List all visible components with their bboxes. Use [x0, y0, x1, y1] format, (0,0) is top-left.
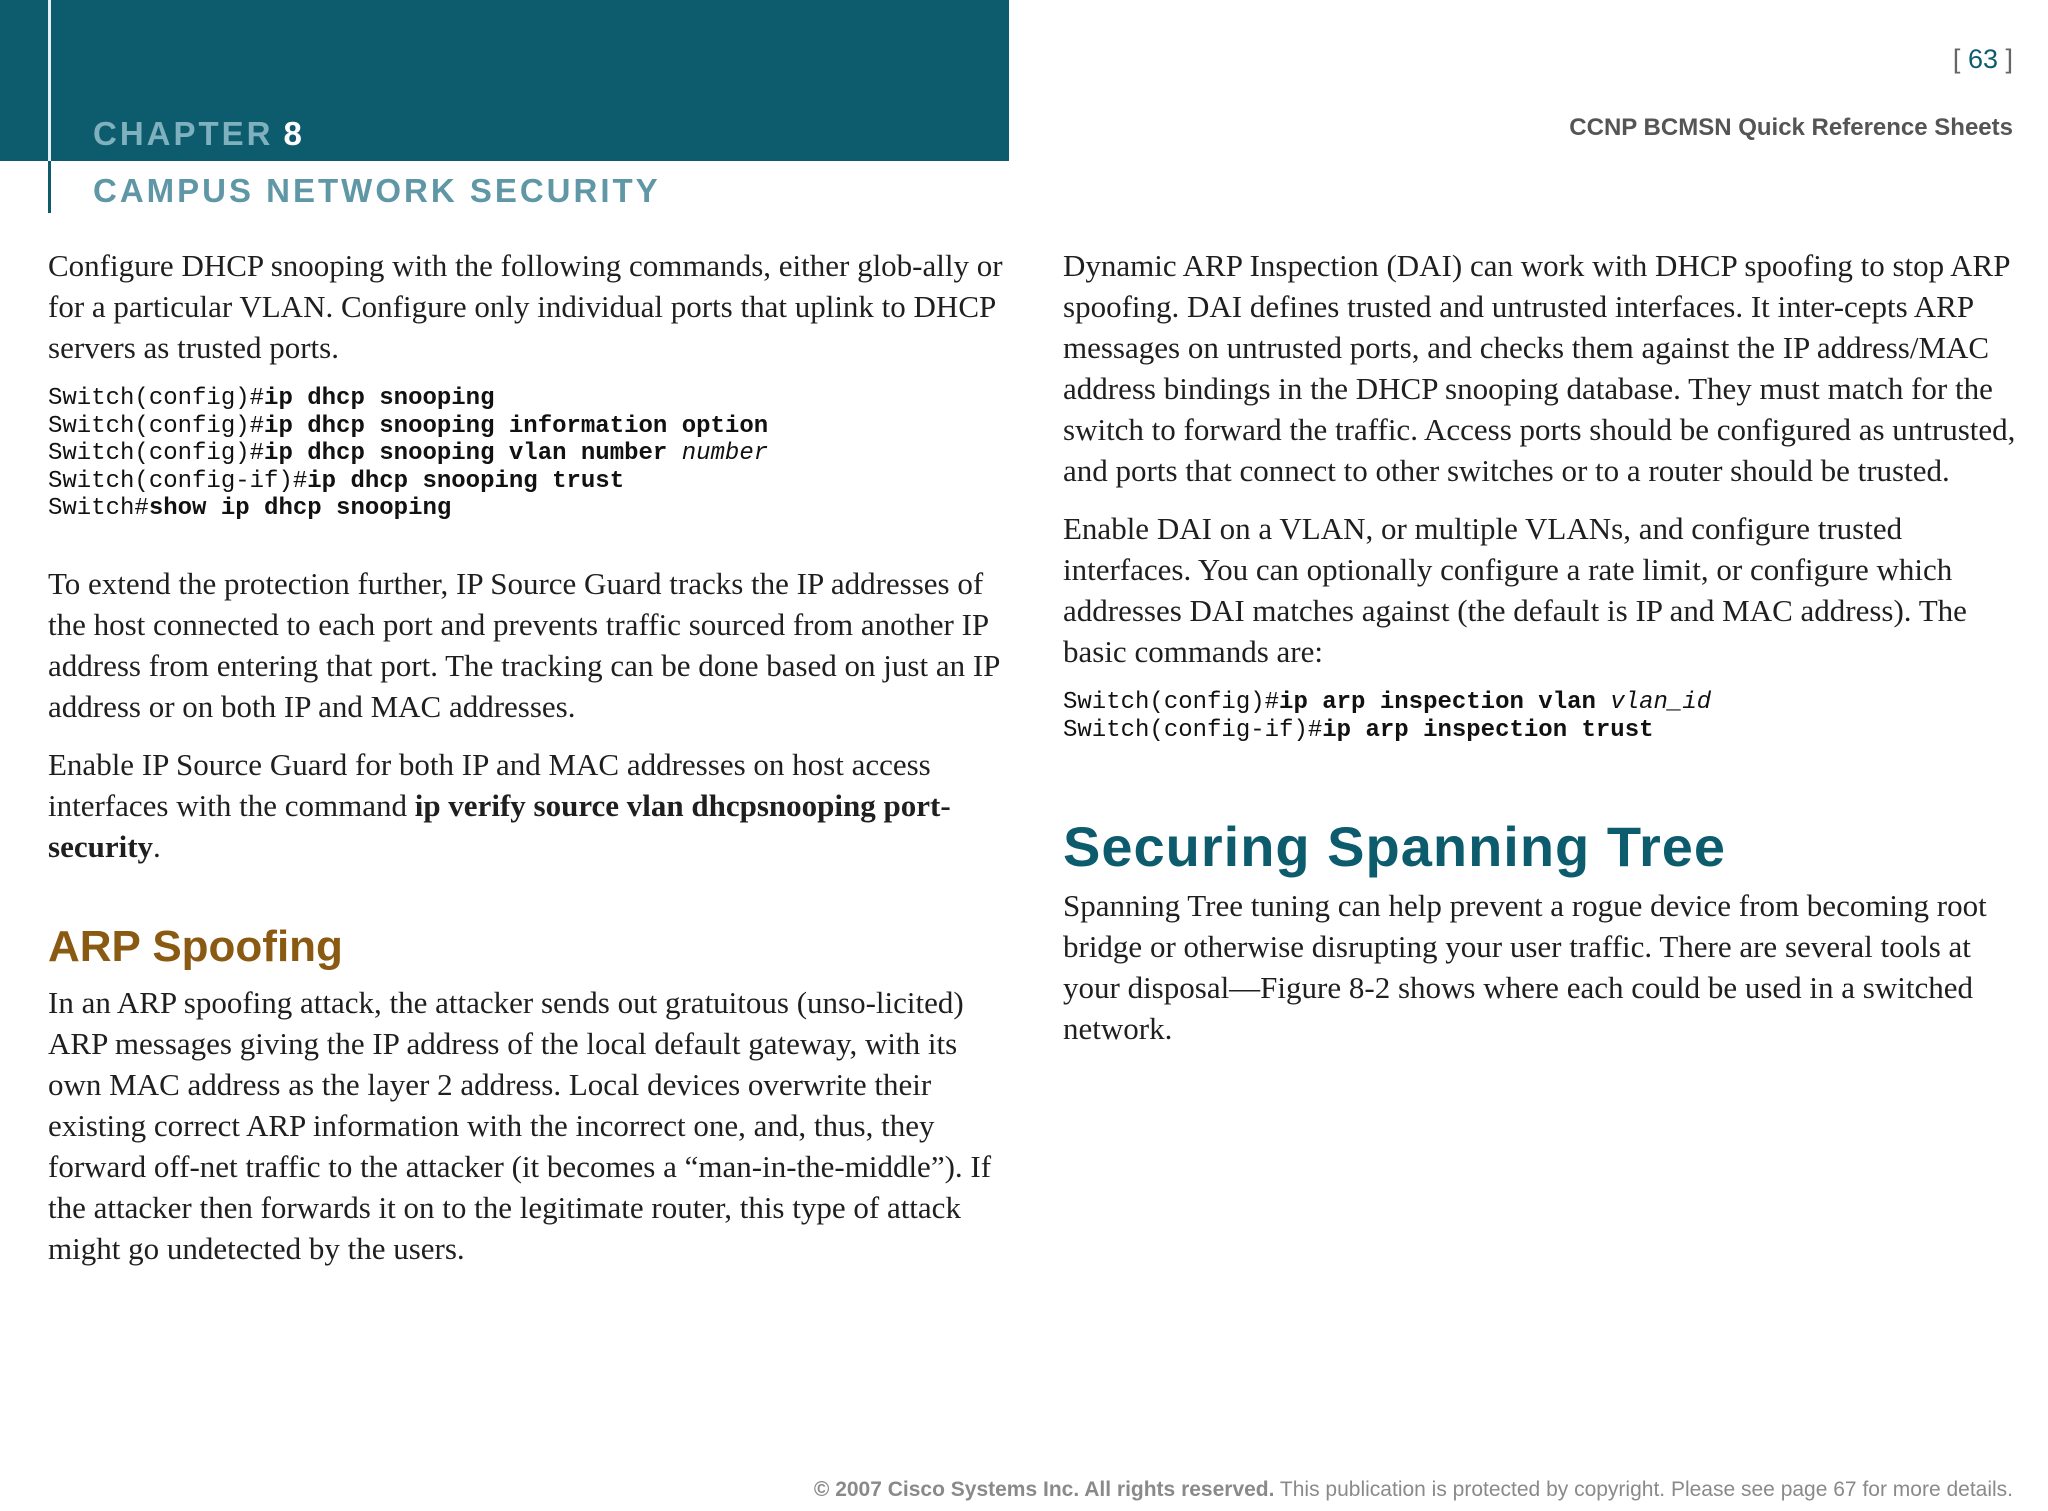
page-number: [ 63 ]	[1952, 44, 2013, 74]
dhcp-snooping-paragraph: Configure DHCP snooping with the following commands, either glob-ally or for a particular VLAN. Configure only individual ports that uplink to DHCP servers as trusted ports.	[48, 248, 1003, 365]
arp-spoofing-heading: ARP Spoofing	[48, 921, 343, 971]
code-line: Switch(config)#ip dhcp snooping information option	[48, 412, 769, 440]
header-rule	[48, 0, 51, 161]
code-line: Switch(config)#ip dhcp snooping	[48, 385, 495, 412]
dhcp-snooping-code	[48, 385, 1008, 523]
page-number-value: 63	[1967, 44, 1998, 74]
spanning-tree-paragraph: Spanning Tree tuning can help prevent a rogue device from becoming root bridge or otherwise disrupting your user traffic. There are several tools at your disposal—Figure 8-2 shows where each could be used in a switched network.	[1063, 888, 1987, 1046]
dai-code	[1063, 689, 2023, 744]
code-line: Switch(config)#ip arp inspection vlan vlan_id	[1063, 689, 1712, 716]
arp-spoofing-paragraph: In an ARP spoofing attack, the attacker sends out gratuitous (unso-licited) ARP messages giving the IP address of the local default gateway, with its own MAC address as the layer 2 address. Local devices overwrite their existing correct ARP information with the incorrect one, and, thus, they forward off-net traffic to the attacker (it becomes a “man-in-the-middle”). If the attacker then forwards it on to the legitimate router, this type of attack might go undetected by the users.	[48, 984, 992, 1266]
inline-command: ip verify source vlan dhcpsnooping port-security	[48, 787, 951, 864]
code-line: Switch(config-if)#ip dhcp snooping trust	[48, 467, 625, 495]
ip-source-guard-paragraph: To extend the protection further, IP Source Guard tracks the IP addresses of the host connected to each port and prevents traffic sourced from another IP address from entering that port. The tracking can be done based on just an IP address or on both IP and MAC addresses.	[48, 565, 1000, 724]
code-line: Switch#show ip dhcp snooping	[48, 495, 452, 522]
dai-enable-paragraph: Enable DAI on a VLAN, or multiple VLANs, and configure trusted interfaces. You can optionally configure a rate limit, or configure which addresses DAI matches against (the default is IP and MAC address). The basic commands are:	[1063, 511, 1967, 669]
right-column	[1063, 245, 2023, 1066]
ip-source-guard-command-paragraph: Enable IP Source Guard for both IP and MAC addresses on host access interfaces with the command ip verify source vlan dhcpsnooping port-security.	[48, 746, 951, 864]
copyright-footer: © 2007 Cisco Systems Inc. All rights reserved. This publication is protected by copyright. Please see page 67 for more details.	[813, 1478, 2013, 1501]
left-column	[48, 245, 1008, 1286]
code-line: Switch(config)#ip dhcp snooping vlan number number	[48, 440, 769, 467]
dai-paragraph: Dynamic ARP Inspection (DAI) can work with DHCP spoofing to stop ARP spoofing. DAI defines trusted and untrusted interfaces. It inter-cepts ARP messages on untrusted ports, and checks them against the IP address/MAC address bindings in the DHCP snooping database. They must match for the switch to forward the traffic. Access ports should be configured as untrusted, and ports that connect to other switches or to a router should be trusted.	[1063, 248, 2016, 488]
securing-spanning-tree-heading: Securing Spanning Tree	[1063, 815, 1727, 878]
header-rule-lower	[48, 161, 51, 213]
chapter-title: CAMPUS NETWORK SECURITY	[93, 172, 661, 209]
chapter-number: 8	[283, 115, 305, 152]
chapter-word: CHAPTER	[93, 115, 274, 152]
chapter-label	[93, 115, 305, 153]
code-line: Switch(config-if)#ip arp inspection trust	[1063, 716, 1654, 744]
book-title: CCNP BCMSN Quick Reference Sheets	[1569, 114, 2013, 141]
